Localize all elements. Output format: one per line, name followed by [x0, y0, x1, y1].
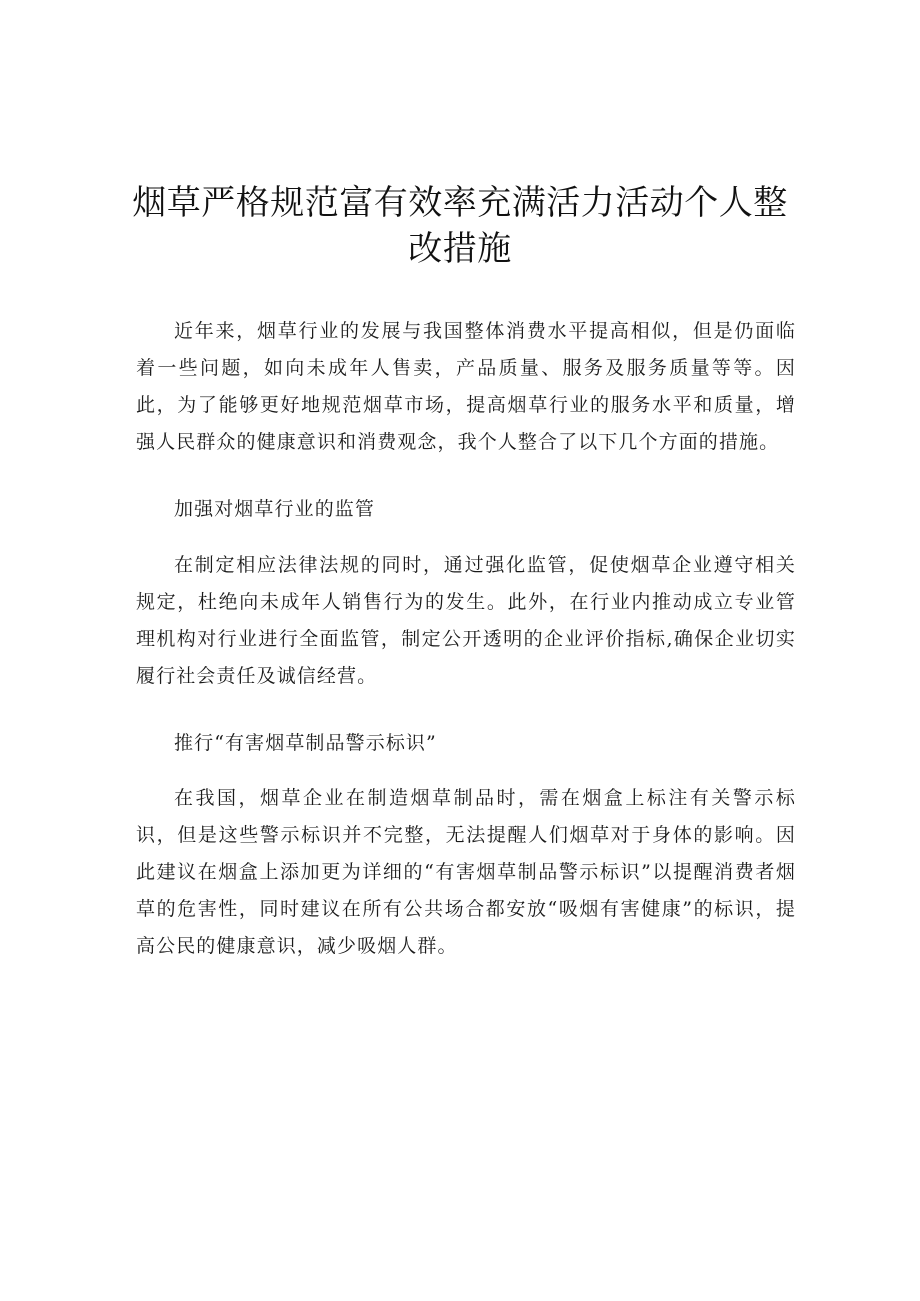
section-heading-supervision: 加强对烟草行业的监管	[174, 498, 376, 520]
section-body-supervision: 在制定相应法律法规的同时，通过强化监管，促使烟草企业遵守相关规定，杜绝向未成年人销售行为的发生。此外，在行业内推动成立专业管理机构对行业进行全面监管，制定公开透明的企业评价指标,确保企业切实履行社会责任及诚信经营。	[136, 554, 796, 687]
section-heading-warning-labels: 推行“有害烟草制品警示标识”	[174, 732, 437, 754]
section-body-warning-labels: 在我国，烟草企业在制造烟草制品时，需在烟盒上标注有关警示标识，但是这些警示标识并不完整，无法提醒人们烟草对于身体的影响。因此建议在烟盒上添加更为详细的“有害烟草制品警示标识”以提醒消费者烟草的危害性，同时建议在所有公共场合都安放“吸烟有害健康”的标识，提高公民的健康意识，减少吸烟人群。	[136, 787, 796, 957]
intro-paragraph: 近年来，烟草行业的发展与我国整体消费水平提高相似，但是仍面临着一些问题，如向未成年人售卖，产品质量、服务及服务质量等等。因此，为了能够更好地规范烟草市场，提高烟草行业的服务水平和质量，增强人民群众的健康意识和消费观念，我个人整合了以下几个方面的措施。	[136, 320, 796, 453]
document-title: 烟草严格规范富有效率充满活力活动个人整改措施	[132, 183, 788, 269]
